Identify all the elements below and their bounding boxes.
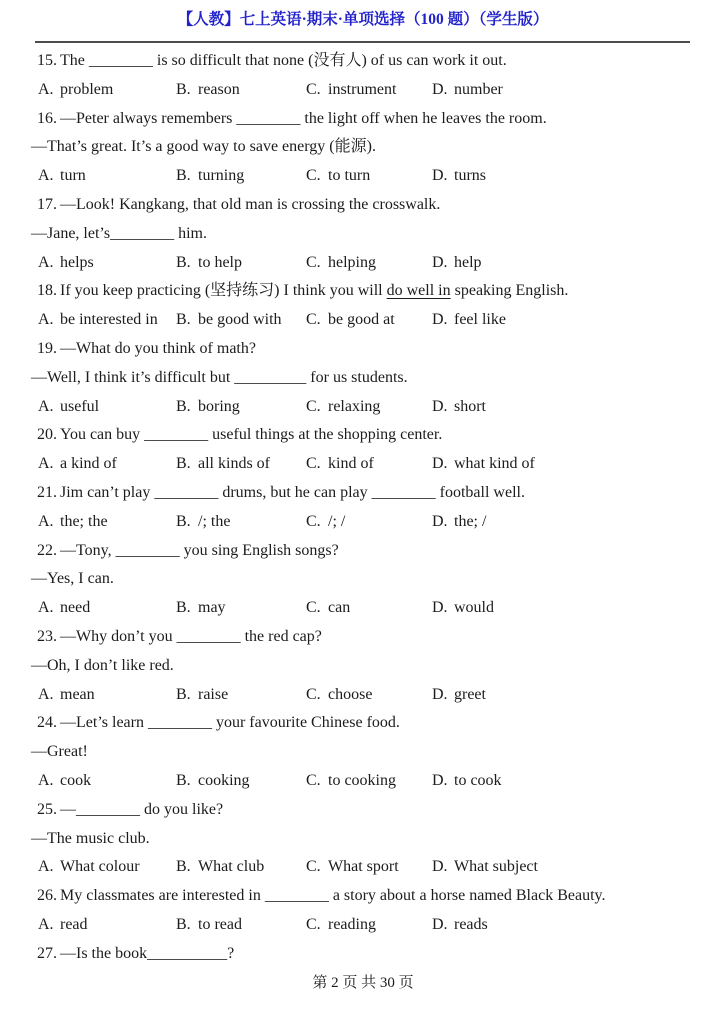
option-letter: D. (432, 253, 448, 271)
option-c (306, 393, 380, 422)
option-text: be good with (198, 311, 282, 329)
question-stem (0, 335, 726, 364)
questions (0, 47, 726, 969)
option-letter: D. (432, 512, 448, 530)
question-16 (0, 105, 726, 191)
question-continuation (0, 825, 726, 854)
question-continuation (0, 220, 726, 249)
question-stem (0, 277, 726, 306)
option-letter: D. (432, 685, 448, 703)
option-d (432, 393, 486, 422)
option-letter: B. (176, 167, 191, 185)
option-text: What subject (454, 858, 538, 876)
stem-text: —Great! (31, 743, 88, 761)
question-stem (0, 940, 726, 969)
question-number: 27. (37, 944, 57, 962)
option-letter: A. (38, 455, 54, 473)
option-text: reads (454, 915, 488, 933)
option-letter: B. (176, 80, 191, 98)
question-23 (0, 623, 726, 709)
stem-text: My classmates are interested in ________ a story about a horse named Black Beauty. (60, 887, 606, 905)
question-22 (0, 537, 726, 623)
stem-text: —________ do you like? (60, 800, 224, 818)
option-b (176, 306, 282, 335)
question-stem (0, 421, 726, 450)
option-c (306, 450, 374, 479)
option-text: would (454, 599, 494, 617)
option-text: useful (60, 397, 100, 415)
option-text: all kinds of (198, 455, 270, 473)
option-text: What colour (60, 858, 140, 876)
option-text: can (328, 599, 351, 617)
stem-text: —Well, I think it’s difficult but _________ for us students. (31, 368, 408, 386)
stem-text: —Yes, I can. (31, 570, 114, 588)
option-text: What club (198, 858, 265, 876)
option-letter: D. (432, 167, 448, 185)
option-b (176, 911, 242, 940)
question-number: 16. (37, 109, 57, 127)
stem-text: —Jane, let’s________ him. (31, 224, 207, 242)
stem-text: —Is the book__________? (60, 944, 235, 962)
option-text: greet (454, 685, 486, 703)
options-row (0, 681, 726, 710)
stem-text: Jim can’t play ________ drums, but he can play ________ football well. (60, 483, 525, 501)
stem-text: —The music club. (31, 829, 150, 847)
stem-text: If you keep practicing (坚持练习) I think you will (60, 282, 387, 300)
option-letter: C. (306, 685, 321, 703)
option-text: read (60, 915, 88, 933)
question-stem (0, 882, 726, 911)
option-text: turn (60, 167, 86, 185)
option-letter: A. (38, 80, 54, 98)
question-number: 20. (37, 426, 57, 444)
question-26 (0, 882, 726, 940)
options-row (0, 767, 726, 796)
option-b (176, 594, 226, 623)
page-title: 【人教】七上英语·期末·单项选择（100 题）（学生版） (177, 11, 549, 28)
option-b (176, 76, 240, 105)
option-letter: C. (306, 858, 321, 876)
option-letter: C. (306, 771, 321, 789)
option-b (176, 162, 244, 191)
option-c (306, 306, 395, 335)
stem-text: —What do you think of math? (60, 339, 256, 357)
option-b (176, 450, 270, 479)
option-d (432, 681, 486, 710)
question-number: 23. (37, 627, 57, 645)
question-19 (0, 335, 726, 421)
options-row (0, 306, 726, 335)
option-text: mean (60, 685, 95, 703)
option-a (38, 450, 117, 479)
option-c (306, 249, 376, 278)
option-letter: A. (38, 253, 54, 271)
option-text: turns (454, 167, 486, 185)
option-letter: B. (176, 771, 191, 789)
options-row (0, 393, 726, 422)
option-b (176, 508, 230, 537)
option-letter: D. (432, 858, 448, 876)
question-number: 25. (37, 800, 57, 818)
option-letter: B. (176, 253, 191, 271)
option-text: to turn (328, 167, 371, 185)
option-c (306, 162, 370, 191)
stem-text: —Peter always remembers ________ the light off when he leaves the room. (60, 109, 547, 127)
option-letter: A. (38, 167, 54, 185)
stem-text: speaking English. (450, 282, 569, 300)
option-text: to cook (454, 771, 502, 789)
option-letter: B. (176, 455, 191, 473)
option-letter: B. (176, 858, 191, 876)
option-letter: C. (306, 167, 321, 185)
option-d (432, 594, 494, 623)
question-stem (0, 623, 726, 652)
option-b (176, 767, 250, 796)
option-c (306, 681, 372, 710)
question-number: 17. (37, 195, 57, 213)
question-number: 22. (37, 541, 57, 559)
option-c (306, 767, 396, 796)
question-25 (0, 796, 726, 882)
option-c (306, 853, 399, 882)
option-text: feel like (454, 311, 506, 329)
option-letter: C. (306, 915, 321, 933)
question-stem (0, 479, 726, 508)
stem-text: You can buy ________ useful things at the shopping center. (60, 426, 443, 444)
option-letter: C. (306, 80, 321, 98)
question-number: 26. (37, 887, 57, 905)
option-d (432, 249, 482, 278)
option-text: number (454, 80, 503, 98)
option-text: choose (328, 685, 373, 703)
option-a (38, 911, 88, 940)
option-letter: C. (306, 512, 321, 530)
options-row (0, 249, 726, 278)
option-a (38, 594, 90, 623)
option-letter: A. (38, 771, 54, 789)
option-a (38, 249, 94, 278)
stem-text: —Oh, I don’t like red. (31, 656, 174, 674)
option-letter: A. (38, 512, 54, 530)
stem-text: —That’s great. It’s a good way to save energy (能源). (31, 138, 376, 156)
question-15 (0, 47, 726, 105)
option-text: to cooking (328, 771, 396, 789)
question-18 (0, 277, 726, 335)
option-a (38, 508, 108, 537)
option-text: /; the (198, 512, 231, 530)
question-continuation (0, 652, 726, 681)
option-letter: D. (432, 915, 448, 933)
option-letter: A. (38, 685, 54, 703)
option-letter: D. (432, 311, 448, 329)
option-a (38, 76, 113, 105)
option-letter: C. (306, 253, 321, 271)
option-a (38, 681, 95, 710)
option-letter: B. (176, 512, 191, 530)
option-text: turning (198, 167, 245, 185)
options-row (0, 76, 726, 105)
question-number: 18. (37, 282, 57, 300)
option-d (432, 162, 486, 191)
question-number: 19. (37, 339, 57, 357)
option-a (38, 393, 99, 422)
option-d (432, 508, 486, 537)
option-text: What sport (328, 858, 399, 876)
option-letter: B. (176, 685, 191, 703)
option-d (432, 76, 503, 105)
option-d (432, 306, 506, 335)
option-text: problem (60, 80, 114, 98)
option-text: the; / (454, 512, 487, 530)
option-c (306, 76, 396, 105)
options-row (0, 508, 726, 537)
option-text: be interested in (60, 311, 158, 329)
option-letter: A. (38, 915, 54, 933)
question-continuation (0, 364, 726, 393)
page-number: 第 2 页 共 30 页 (312, 975, 414, 991)
option-d (432, 853, 538, 882)
question-20 (0, 421, 726, 479)
question-stem (0, 537, 726, 566)
option-b (176, 681, 228, 710)
option-letter: B. (176, 599, 191, 617)
stem-text: —Why don’t you ________ the red cap? (60, 627, 322, 645)
option-text: be good at (328, 311, 395, 329)
option-letter: C. (306, 397, 321, 415)
option-text: help (454, 253, 482, 271)
option-b (176, 853, 264, 882)
question-stem (0, 105, 726, 134)
option-text: raise (198, 685, 229, 703)
option-text: the; the (60, 512, 108, 530)
option-letter: D. (432, 599, 448, 617)
question-17 (0, 191, 726, 277)
option-text: what kind of (454, 455, 535, 473)
option-c (306, 911, 376, 940)
option-letter: B. (176, 915, 191, 933)
option-b (176, 249, 242, 278)
question-continuation (0, 133, 726, 162)
stem-text: The ________ is so difficult that none (没有人) of us can work it out. (60, 52, 507, 69)
question-stem (0, 796, 726, 825)
option-letter: D. (432, 771, 448, 789)
option-text: kind of (328, 455, 374, 473)
stem-text: —Let’s learn ________ your favourite Chinese food. (60, 714, 400, 732)
question-21 (0, 479, 726, 537)
option-text: a kind of (60, 455, 117, 473)
option-d (432, 767, 502, 796)
header-divider (35, 41, 690, 43)
option-d (432, 450, 535, 479)
options-row (0, 594, 726, 623)
option-text: helping (328, 253, 376, 271)
option-letter: C. (306, 455, 321, 473)
option-text: cook (60, 771, 92, 789)
option-letter: B. (176, 397, 191, 415)
underlined-phrase: do well in (386, 282, 451, 300)
options-row (0, 853, 726, 882)
option-letter: D. (432, 80, 448, 98)
option-text: need (60, 599, 91, 617)
option-letter: C. (306, 599, 321, 617)
option-text: short (454, 397, 486, 415)
question-27 (0, 940, 726, 969)
option-letter: A. (38, 397, 54, 415)
option-a (38, 162, 86, 191)
option-a (38, 306, 158, 335)
option-letter: D. (432, 397, 448, 415)
question-stem (0, 191, 726, 220)
option-letter: D. (432, 455, 448, 473)
option-text: reason (198, 80, 240, 98)
option-c (306, 508, 345, 537)
option-letter: A. (38, 599, 54, 617)
option-text: instrument (328, 80, 397, 98)
option-text: helps (60, 253, 94, 271)
question-stem (0, 47, 726, 76)
question-number: 24. (37, 714, 57, 732)
option-text: relaxing (328, 397, 381, 415)
stem-text: —Look! Kangkang, that old man is crossing the crosswalk. (60, 195, 441, 213)
question-continuation (0, 738, 726, 767)
option-text: /; / (328, 512, 346, 530)
option-a (38, 853, 140, 882)
options-row (0, 162, 726, 191)
stem-text: —Tony, ________ you sing English songs? (60, 541, 339, 559)
option-letter: C. (306, 311, 321, 329)
option-text: cooking (198, 771, 250, 789)
option-a (38, 767, 91, 796)
option-letter: A. (38, 311, 54, 329)
option-text: may (198, 599, 226, 617)
question-number: 15. (37, 52, 57, 69)
option-b (176, 393, 240, 422)
option-text: to read (198, 915, 242, 933)
question-24 (0, 709, 726, 795)
option-text: to help (198, 253, 242, 271)
option-text: reading (328, 915, 376, 933)
option-d (432, 911, 488, 940)
option-c (306, 594, 350, 623)
options-row (0, 911, 726, 940)
options-row (0, 450, 726, 479)
question-continuation (0, 565, 726, 594)
question-stem (0, 709, 726, 738)
option-text: boring (198, 397, 240, 415)
question-number: 21. (37, 483, 57, 501)
option-letter: A. (38, 858, 54, 876)
option-letter: B. (176, 311, 191, 329)
